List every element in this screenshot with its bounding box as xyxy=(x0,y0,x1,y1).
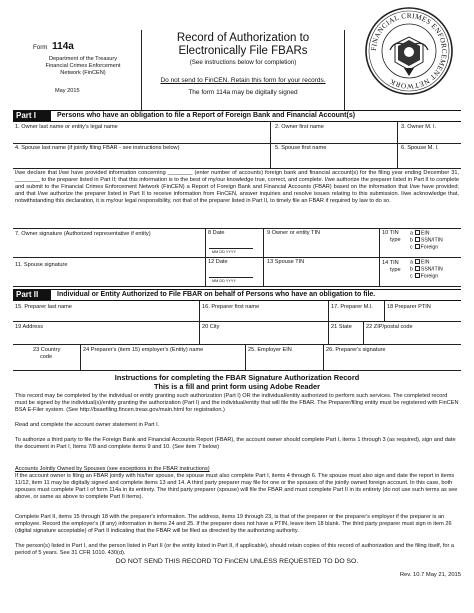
form-title-line2: Electronically File FBARs xyxy=(178,45,308,57)
form-prefix: Form xyxy=(33,44,48,51)
preparer-state-field[interactable]: 21 State xyxy=(331,324,352,330)
part1-header xyxy=(13,110,461,122)
form-subtitle: (See instructions below for completion) xyxy=(189,59,297,66)
agency-line2: Financial Crimes Enforcement xyxy=(45,63,121,69)
owner-declaration: I/we declare that I/we have provided information concerning ________ (enter number of accounts) foreign bank and financial account(s) for the filing year ending December 31, ________ to the preparer listed in Part II; that this information is to the best of my/our knowledge true, correct, and complete. I/we authorize the preparer listed in Part II to complete and submit to the Financial Crimes Enforcement Network (FinCEN) a Report of Foreign Bank and Financial Accounts (FBAR) based on the information that I/we have provided; and that I/we authorize the preparer listed in Part II to receive information from FinCEN, answer inquiries and resolve issues relating to this submission. I/we acknowledge that, notwithstanding this declaration, it is my/our legal responsibility, not that of the preparer listed in Part II, to timely file an FBAR if required by law to do so. xyxy=(15,170,460,204)
spouse-signature-field[interactable]: 11. Spouse signature xyxy=(15,262,68,268)
form-id-block xyxy=(33,42,153,95)
spouse-date-hint: MM DD YYYY xyxy=(212,279,236,283)
preparer-employer-name-field[interactable]: 24 Preparer's (item 15) employer's (Entity) name xyxy=(83,347,204,353)
spouse-tin-field[interactable]: 13 Spouse TIN xyxy=(267,259,305,265)
instructions-p1: This record may be completed by the individual or entity granting such authorization (Part I) OR the individual/entity authorized to perform such services. The completed record must be signed by the individual(s)/entity granting the authorization (Part I) and the individual/entity that will file the FBAR. The Preparer/filing entity must be registered with FinCEN BSA E-Filer system. (See http://bsaefiling.fincen.treas.gov/main.html for registration.) xyxy=(15,393,459,413)
form-title-line1: Record of Authorization to xyxy=(176,32,310,44)
spouse-last-name-field[interactable]: 4. Spouse last name (if jointly filing FBAR - see instructions below) xyxy=(15,145,180,151)
preparer-city-field[interactable]: 20 City xyxy=(202,324,220,330)
instructions-p6: The person(s) listed in Part I, and the person listed in Part II (or the entity listed in Part II, if applicable), should retain copies of this record of authorization and the filing itself, for a period of 5 years. See 31 CFR 1010. 430(d). xyxy=(15,543,455,556)
instructions-p2: Read and complete the account owner statement in Part I. xyxy=(15,422,160,428)
spouse-date-field[interactable]: 12 Date xyxy=(208,259,228,265)
part1-label: Part I xyxy=(13,111,51,121)
ssn-itin-checkbox[interactable] xyxy=(415,237,420,242)
owner-date-field[interactable]: 8 Date xyxy=(208,230,225,236)
owner-date-hint: MM DD YYYY xyxy=(212,250,236,254)
instructions-p4: If the account owner is filing an FBAR jointly with his/her spouse, the spouse must also complete Part I, items 4 through 6. The spouse must also sign and date the report in items 11/12, item 11 may be digitally signed and complete items 13 and 14. A third party preparer may file for one or the spouses of the jointly owned foreign account. In this case, both spouses must complete Part I of form 114a in its entirety. The third party preparer (spouse) will file the FBAR and must complete Part II in its entirety (do not use such terms as see above, or same as above to complete Part II items). xyxy=(15,473,458,500)
preparer-address-field[interactable]: 19 Address xyxy=(15,324,43,330)
spouse-mi-field[interactable]: 6. Spouse M. I. xyxy=(401,145,439,151)
footer-warning: DO NOT SEND THIS RECORD TO FinCEN UNLESS REQUESTED TO DO SO. xyxy=(115,558,359,565)
preparer-signature-field[interactable]: 26. Preparer's signature xyxy=(326,347,386,353)
form-date: May 2015 xyxy=(55,88,80,94)
instructions-title-line1: Instructions for completing the FBAR Signature Authorization Record xyxy=(114,373,360,382)
part2-header xyxy=(13,289,461,301)
do-not-send-notice: Do not send to FinCEN. Retain this form for your records. xyxy=(160,77,326,84)
seal-icon xyxy=(364,6,454,96)
part1-title: Persons who have an obligation to file a Report of Foreign Bank and Financial Account(s) xyxy=(57,112,356,119)
instructions-title-line2: This is a fill and print form using Adobe Reader xyxy=(153,381,321,391)
owner-signature-field[interactable]: 7. Owner signature (Authorized representative if entity) xyxy=(15,231,151,237)
owner-tin-type-options[interactable]: a EIN b SSN/ITIN c Foreign xyxy=(410,230,443,251)
instructions-joint-heading: Accounts Jointly Owned by Spouses (see exceptions in the FBAR instructions) xyxy=(15,466,210,472)
part2-title: Individual or Entity Authorized to File FBAR on behalf of Persons who have an obligation to file. xyxy=(57,291,376,298)
agency-line3: Network (FinCEN) xyxy=(60,70,106,76)
preparer-mi-field[interactable]: 17. Preparer M.I. xyxy=(331,304,373,310)
revision-date: Rev. 10.7 May 21, 2015 xyxy=(399,572,461,578)
form-number: 114a xyxy=(52,41,74,52)
preparer-first-name-field[interactable]: 16. Preparer first name xyxy=(202,304,260,310)
foreign-checkbox[interactable] xyxy=(415,273,420,278)
owner-last-name-field[interactable]: 1. Owner last name or entity's legal name xyxy=(15,124,118,130)
agency-line1: Department of the Treasury xyxy=(48,56,118,62)
ein-checkbox[interactable] xyxy=(415,259,420,264)
owner-mi-field[interactable]: 3. Owner M. I. xyxy=(401,124,437,130)
seal-text: FINANCIAL CRIMES ENFORCEMENT NETWORK xyxy=(369,11,449,91)
instructions-p3: To authorize a third party to file the Foreign Bank and Financial Accounts Report (FBAR), the account owner should complete Part I, items 1 through 3 (as required), sign and date the document in Part I, Items 7/8 and complete items 9 and 10. (See item 7 below) xyxy=(15,437,456,450)
preparer-ptin-field[interactable]: 18 Preparer PTIN xyxy=(387,304,431,310)
instructions-p5: Complete Part II, items 15 through 18 with the preparer's information. The address, items 19 through 23, is that of the preparer or the preparer's employer if the preparer is an employee. Record the employer's (if any) information in items 24 and 25. If the preparer does not have a PTIN, leave item 18 blank. The third party preparer must sign in item 26 (digital signature acceptable) of Part II indicating that the FBAR will be filed as directed by the authorizing authority. xyxy=(15,514,452,534)
spouse-tin-type-label: type xyxy=(390,267,401,273)
owner-tin-field[interactable]: 9 Owner or entity TIN xyxy=(267,230,321,236)
owner-tin-label: 10 TIN xyxy=(382,230,399,236)
spouse-tin-type-options[interactable]: a EIN b SSN/ITIN c Foreign xyxy=(410,259,443,280)
foreign-checkbox[interactable] xyxy=(415,244,420,249)
spouse-tin-label: 14 TIN xyxy=(382,260,399,266)
owner-tin-type-label: type xyxy=(390,237,401,243)
title-block xyxy=(142,32,344,97)
instructions-title xyxy=(13,374,461,391)
employer-ein-field[interactable]: 25. Employer EIN xyxy=(248,347,292,353)
ein-checkbox[interactable] xyxy=(415,230,420,235)
preparer-zip-field[interactable]: 22 ZIP/postal code xyxy=(366,324,413,330)
part2-label: Part II xyxy=(13,290,51,300)
preparer-last-name-field[interactable]: 15. Preparer last name xyxy=(15,304,72,310)
form-114a-page xyxy=(13,11,461,608)
header-divider-right xyxy=(344,30,345,110)
owner-first-name-field[interactable]: 2. Owner first name xyxy=(275,124,324,130)
preparer-country-field[interactable]: 23 Country code xyxy=(33,347,61,360)
digital-sign-notice: The form 114a may be digitally signed xyxy=(188,89,298,96)
fincen-seal xyxy=(364,6,454,96)
spouse-first-name-field[interactable]: 5. Spouse first name xyxy=(275,145,327,151)
ssn-itin-checkbox[interactable] xyxy=(415,266,420,271)
